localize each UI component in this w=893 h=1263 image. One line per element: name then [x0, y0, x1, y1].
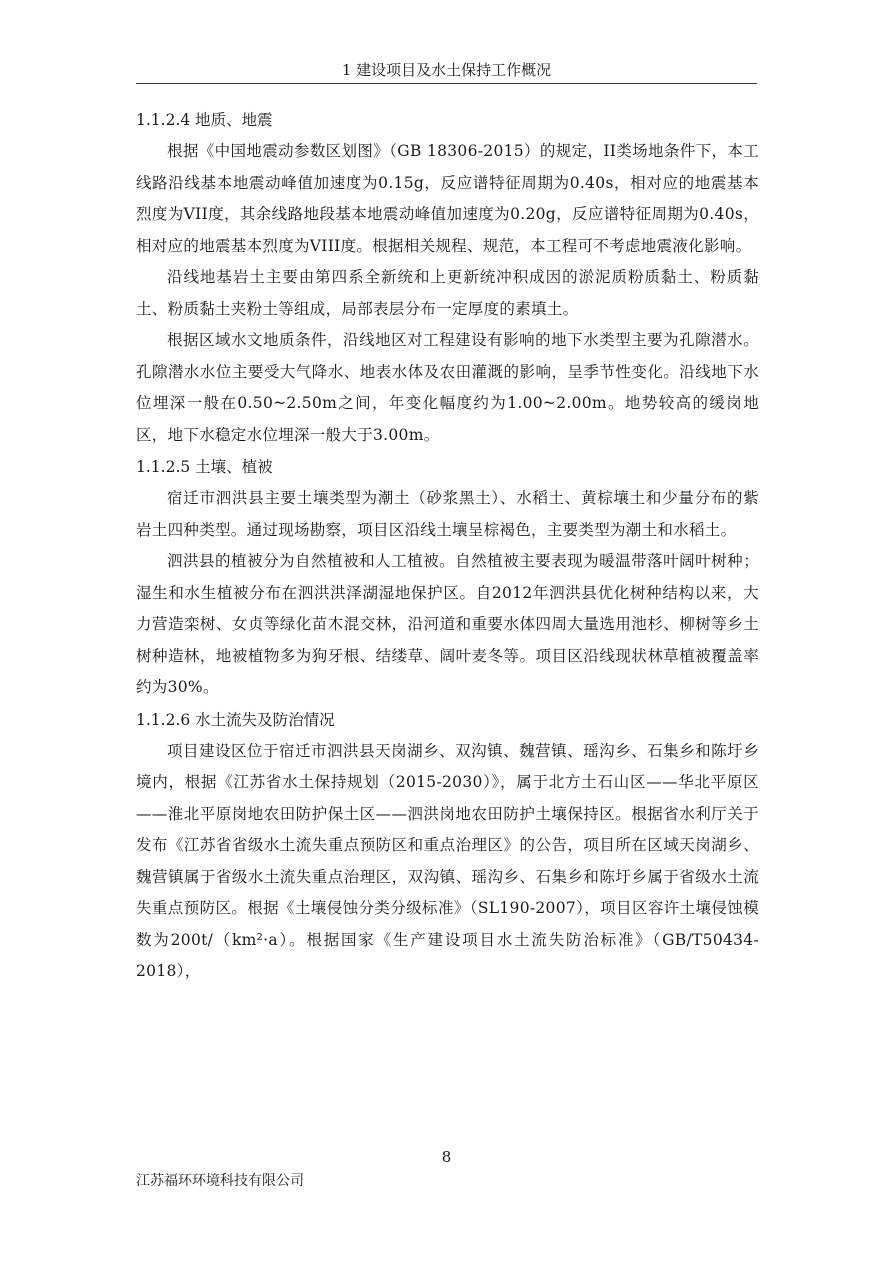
section-geology	[136, 104, 759, 451]
section-heading: 1.1.2.4 地质、地震	[136, 111, 273, 129]
section-heading: 1.1.2.6 水土流失及防治情况	[136, 710, 335, 729]
paragraph: 根据《中国地震动参数区划图》（GB 18306-2015）的规定，II类场地条件下，本工线路沿线基本地震动峰值加速度为0.15g，反应谱特征周期为0.40s，相对应的地震基本烈度为VII度，其余线路地段基本地震动峰值加速度为0.20g，反应谱特征周期为0.40s，相对应的地震基本烈度为VIII度。根据相关规程、规范，本工程可不考虑地震液化影响。	[136, 142, 759, 255]
paragraph: 项目建设区位于宿迁市泗洪县天岗湖乡、双沟镇、魏营镇、瑶沟乡、石集乡和陈圩乡境内，根据《江苏省水土保持规划（2015-2030）》，属于北方土石山区——华北平原区——淮北平原岗地农田防护保土区——泗洪岗地农田防护土壤保持区。根据省水利厅关于发布《江苏省省级水土流失重点预防区和重点治理区》的公告，项目所在区域天岗湖乡、魏营镇属于省级水土流失重点治理区，双沟镇、瑶沟乡、石集乡和陈圩乡属于省级水土流失重点预防区。根据《土壤侵蚀分类分级标准》（SL190-2007），项目区容许土壤侵蚀模数为200t/（km²·a）。根据国家《生产建设项目水土流失防治标准》（GB/T50434-2018），	[136, 741, 759, 980]
page-number: 8	[441, 1148, 452, 1166]
section-heading: 1.1.2.5 土壤、植被	[136, 458, 273, 476]
page-content	[136, 104, 759, 988]
paragraph: 沿线地基岩土主要由第四系全新统和上更新统冲积成因的淤泥质粉质黏土、粉质黏土、粉质黏土夹粉土等组成，局部表层分布一定厚度的素填土。	[136, 268, 759, 318]
paragraph: 根据区域水文地质条件，沿线地区对工程建设有影响的地下水类型主要为孔隙潜水。孔隙潜水水位主要受大气降水、地表水体及农田灌溉的影响，呈季节性变化。沿线地下水位埋深一般在0.50~2.50m之间，年变化幅度约为1.00~2.00m。地势较高的缓岗地区，地下水稳定水位埋深一般大于3.00m。	[136, 331, 759, 444]
section-soil-erosion	[136, 704, 759, 988]
footer-company: 江苏福环环境科技有限公司	[136, 1173, 304, 1189]
running-header: 1 建设项目及水土保持工作概况	[136, 60, 757, 84]
paragraph: 泗洪县的植被分为自然植被和人工植被。自然植被主要表现为暖温带落叶阔叶树种；湿生和水生植被分布在泗洪洪泽湖湿地保护区。自2012年泗洪县优化树种结构以来，大力营造栾树、女贞等绿化苗木混交林，沿河道和重要水体四周大量选用池杉、柳树等乡土树种造林，地被植物多为狗牙根、结缕草、阔叶麦冬等。项目区沿线现状林草植被覆盖率约为30%。	[136, 552, 759, 696]
paragraph: 宿迁市泗洪县主要土壤类型为潮土（砂浆黑土）、水稻土、黄棕壤土和少量分布的紫岩土四种类型。通过现场勘察，项目区沿线土壤呈棕褐色，主要类型为潮土和水稻土。	[136, 489, 759, 539]
section-soil-vegetation	[136, 451, 759, 704]
